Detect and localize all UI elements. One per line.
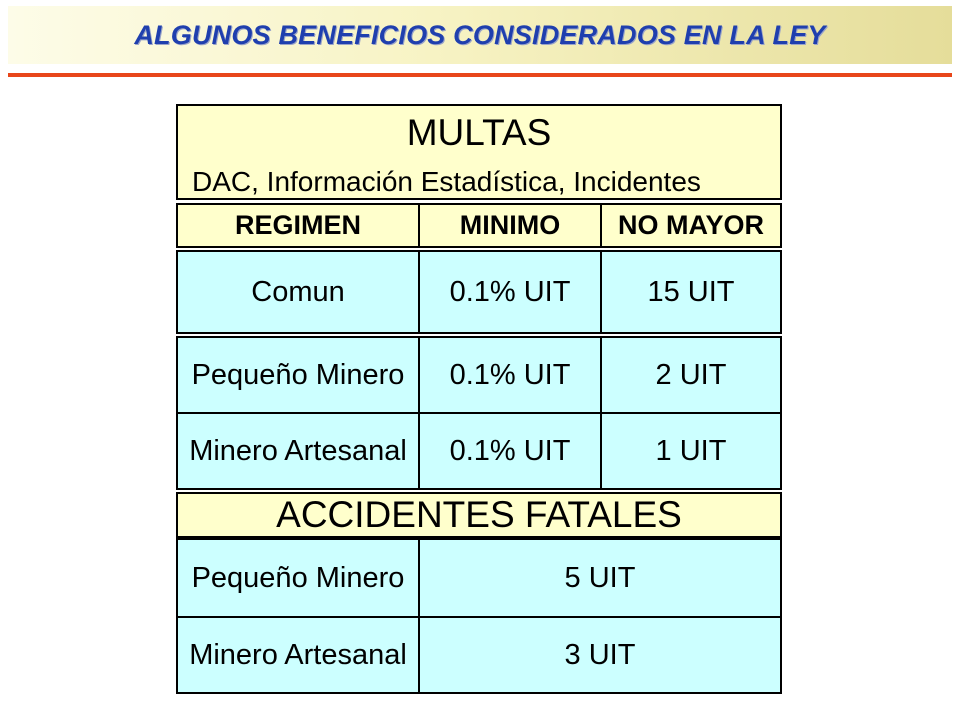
accidentes-header — [176, 492, 782, 538]
table-row — [176, 336, 782, 414]
regimen-cell: Comun — [251, 275, 345, 308]
minimo-cell: 0.1% UIT — [418, 338, 600, 412]
table-row — [176, 250, 782, 334]
table-row — [176, 412, 782, 490]
minimo-cell: 0.1% UIT — [418, 414, 600, 488]
regimen-cell: Minero Artesanal — [189, 434, 407, 467]
accidentes-title: ACCIDENTES FATALES — [276, 494, 682, 535]
minimo-cell: 0.1% UIT — [418, 252, 600, 332]
multas-header — [176, 104, 782, 200]
column-header-no-mayor: NO MAYOR — [600, 205, 780, 246]
no-mayor-cell: 15 UIT — [600, 252, 780, 332]
column-header-regimen: REGIMEN — [234, 210, 361, 240]
no-mayor-cell: 2 UIT — [600, 338, 780, 412]
multas-subtitle: DAC, Información Estadística, Incidentes — [192, 166, 701, 197]
multas-title: MULTAS — [406, 112, 552, 153]
value-cell: 5 UIT — [418, 540, 780, 616]
regimen-cell: Pequeño Minero — [191, 358, 405, 391]
no-mayor-cell: 1 UIT — [600, 414, 780, 488]
page-title: ALGUNOS BENEFICIOS CONSIDERADOS EN LA LEY — [134, 19, 826, 50]
table-row — [176, 538, 782, 618]
value-cell: 3 UIT — [418, 618, 780, 692]
table-row — [176, 616, 782, 694]
column-header-minimo: MINIMO — [418, 205, 600, 246]
regimen-cell: Pequeño Minero — [191, 561, 405, 594]
regimen-cell: Minero Artesanal — [189, 638, 407, 671]
column-header-row — [176, 203, 782, 248]
